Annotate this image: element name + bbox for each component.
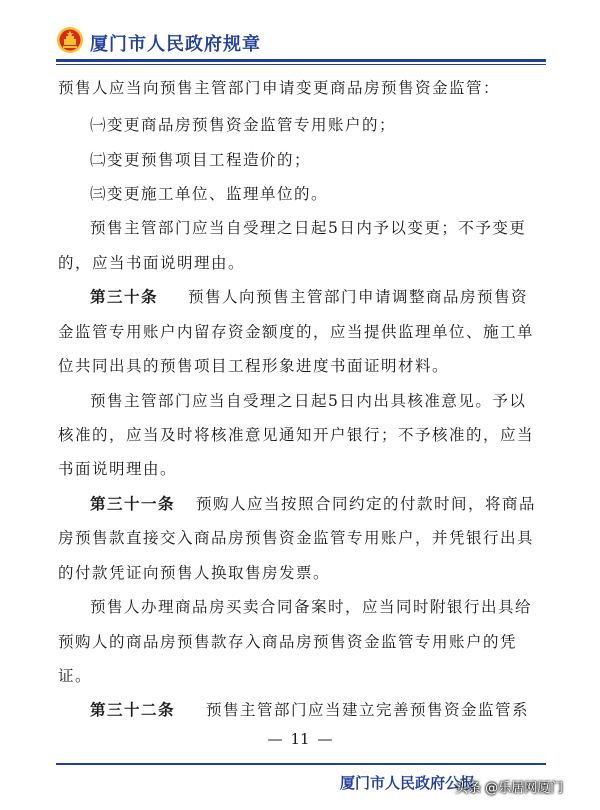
document-header — [0, 0, 600, 76]
paragraph-line: 的付款凭证向预售人换取售房发票。 — [58, 564, 331, 582]
paragraph-line: 预售主管部门应当自受理之日起5日内出具核准意见。予以 — [90, 392, 527, 410]
paragraph-line: 位共同出具的预售项目工程形象进度书面证明材料。 — [58, 357, 450, 375]
paragraph-line: 预售人办理商品房买卖合同备案时，应当同时附银行出具给 — [90, 598, 533, 616]
paragraph-line: ㈡变更预售项目工程造价的； — [90, 151, 312, 169]
paragraph-line: 预售主管部门应当建立完善预售资金监管系 — [206, 701, 530, 719]
paragraph-line: ㈠变更商品房预售资金监管专用账户的； — [90, 116, 397, 134]
paragraph-line: 房预售款直接交入商品房预售资金监管专用账户，并凭银行出具 — [58, 529, 535, 547]
footer-rule — [56, 763, 546, 765]
article-heading: 第三十条 — [90, 288, 159, 306]
paragraph-line: 证。 — [58, 667, 93, 685]
paragraph-line: 预售人应当向预售主管部门申请变更商品房预售资金监管： — [58, 79, 501, 97]
header-title: 厦门市人民政府规章 — [90, 34, 261, 55]
page-number: — 11 — — [267, 730, 333, 748]
article-heading: 第三十二条 — [90, 701, 176, 719]
paragraph-line: 预售主管部门应当自受理之日起5日内予以变更；不予变更 — [90, 219, 527, 237]
paragraph-line: 的，应当书面说明理由。 — [58, 254, 246, 272]
paragraph-line: 金监管专用账户内留存资金额度的，应当提供监理单位、施工单 — [58, 323, 535, 341]
footer-title: 厦门市人民政府公报 — [340, 774, 476, 792]
paragraph-line: 书面说明理由。 — [58, 460, 178, 478]
paragraph-line: 预购人应当按照合同约定的付款时间，将商品 — [196, 495, 537, 513]
paragraph-line: ㈢变更施工单位、监理单位的。 — [90, 185, 329, 203]
paragraph-line: 预购人的商品房预售款存入商品房预售资金监管专用账户的凭 — [58, 633, 518, 651]
page-number-value: 11 — [290, 730, 310, 748]
national-emblem-icon — [56, 26, 84, 54]
header-rule — [56, 59, 546, 62]
header-rule-thin — [56, 64, 546, 65]
article-heading: 第三十一条 — [90, 495, 176, 513]
paragraph-line: 预售人向预售主管部门申请调整商品房预售资 — [188, 288, 529, 306]
paragraph-line: 核准的，应当及时将核准意见通知开户银行；不予核准的，应当 — [58, 426, 535, 444]
source-watermark: 头条 @乐居网厦门 — [455, 781, 564, 796]
